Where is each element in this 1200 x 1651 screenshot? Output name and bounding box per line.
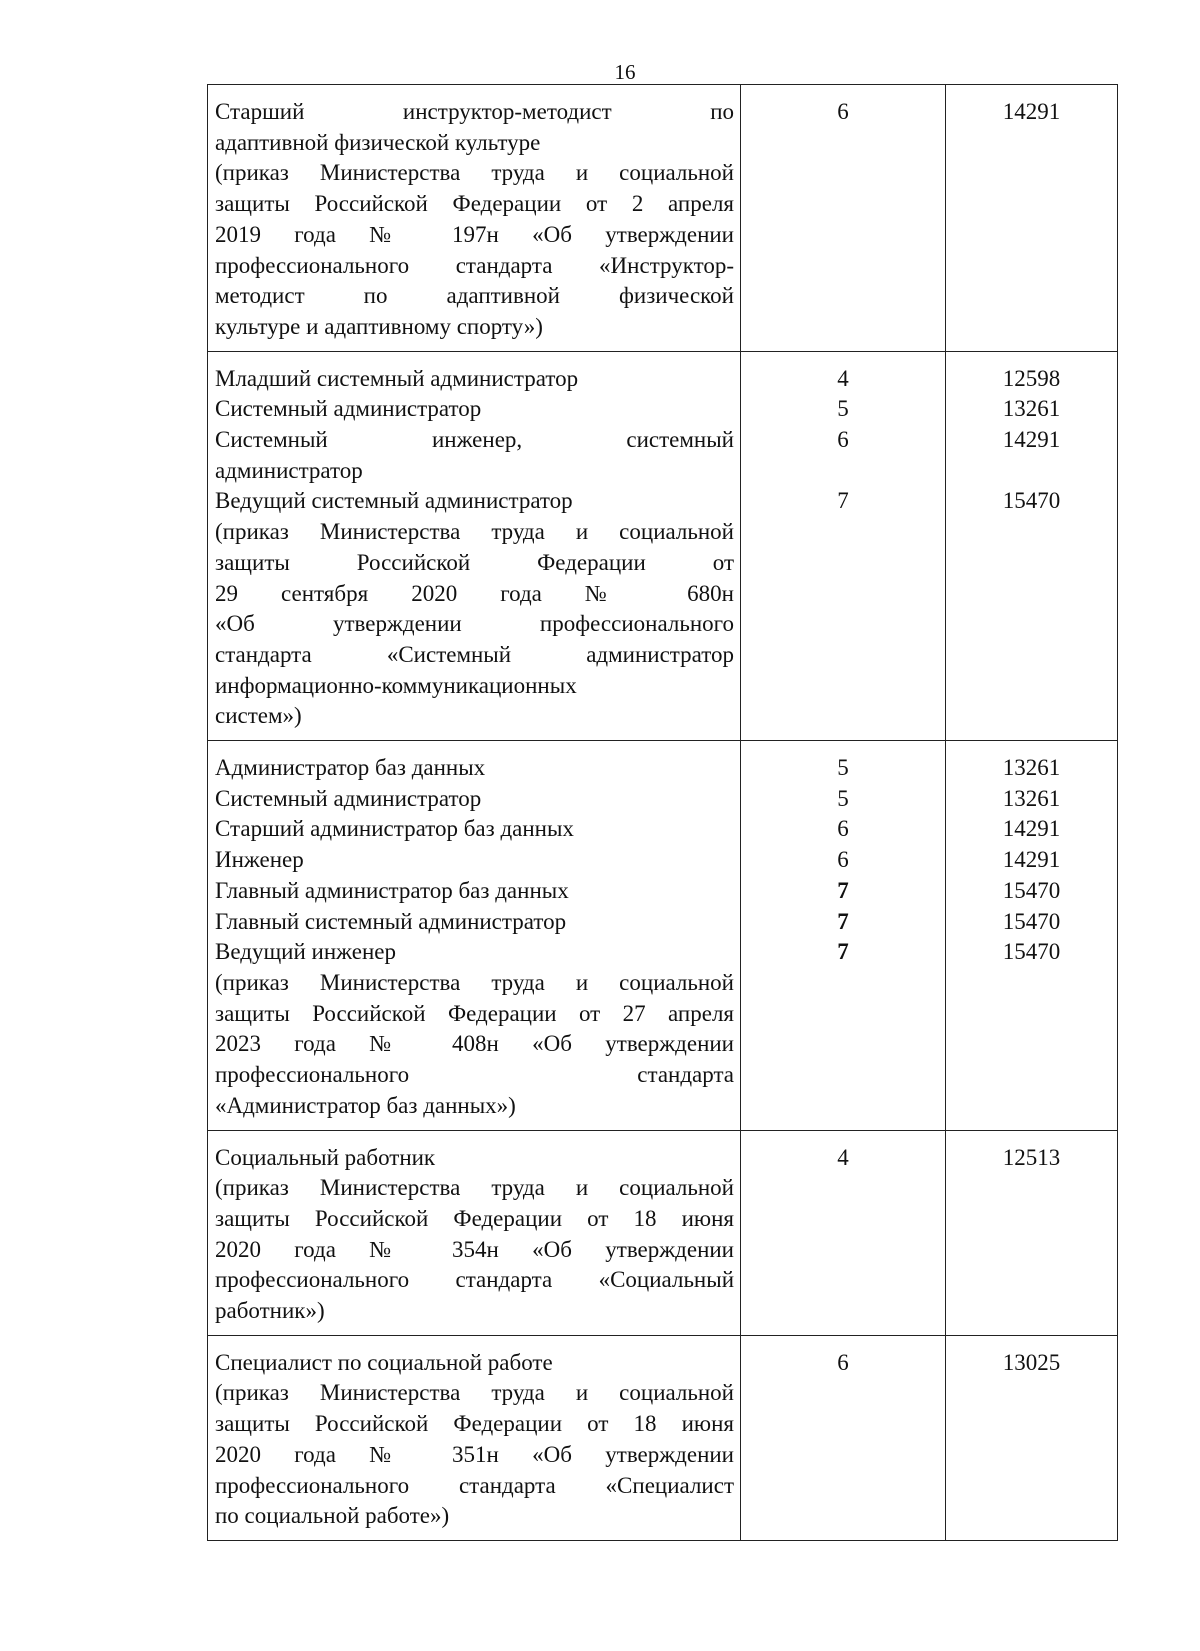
position-cell	[208, 85, 741, 351]
qualification-level: 6	[837, 847, 849, 873]
qualification-level-cell	[741, 741, 946, 1129]
position-text-line: информационно-коммуникационных	[215, 672, 577, 698]
position-text-line: 2019 года № 197н «Об утверждении	[215, 221, 734, 247]
salary-cell	[946, 85, 1118, 351]
position-text-line: Главный системный администратор	[215, 908, 567, 934]
qualification-level: 5	[837, 755, 849, 781]
qualification-level: 5	[837, 785, 849, 811]
position-text-line: (приказ Министерства труда и социальной	[215, 1175, 734, 1201]
table-row	[208, 85, 1118, 352]
qualification-level: 6	[837, 1349, 849, 1375]
position-text-line: профессионального стандарта «Инструктор-	[215, 252, 734, 278]
position-text-line: профессионального стандарта	[215, 1062, 734, 1088]
salary-value: 13261	[1002, 785, 1061, 811]
position-text-line: защиты Российской Федерации от 18 июня	[215, 1411, 734, 1437]
qualification-level	[741, 456, 945, 487]
position-text-line: Главный администратор баз данных	[215, 877, 569, 903]
page-number: 16	[614, 60, 636, 84]
position-text-line: (приказ Министерства труда и социальной	[215, 519, 734, 545]
salary-value: 15470	[1002, 877, 1061, 903]
position-text-line: 2020 года № 351н «Об утверждении	[215, 1441, 734, 1467]
position-text-line: Специалист по социальной работе	[215, 1349, 553, 1375]
position-text-line: профессионального стандарта «Социальный	[215, 1267, 734, 1293]
qualification-level-cell	[741, 1131, 946, 1335]
position-text-line: методист по адаптивной физической	[215, 283, 734, 309]
salary-value: 15470	[1002, 939, 1061, 965]
salary-value: 15470	[1002, 908, 1061, 934]
table-row	[208, 1131, 1118, 1336]
position-text-line: «Администратор баз данных»)	[215, 1092, 516, 1118]
position-text-line: (приказ Министерства труда и социальной	[215, 1380, 734, 1406]
qualification-level: 6	[837, 816, 849, 842]
position-text-line: адаптивной физической культуре	[215, 129, 541, 155]
position-cell	[208, 1336, 741, 1540]
salary-cell	[946, 1336, 1118, 1540]
position-text-line: Социальный работник	[215, 1144, 436, 1170]
position-text-line: Старший инструктор-методист по	[215, 99, 734, 124]
qualification-level: 6	[837, 99, 849, 124]
position-text-line: защиты Российской Федерации от 18 июня	[215, 1205, 734, 1231]
salary-value: 12598	[1002, 365, 1061, 391]
qualification-level-cell	[741, 85, 946, 351]
position-cell	[208, 741, 741, 1129]
position-text-line: Ведущий системный администратор	[215, 488, 573, 514]
qualification-level-cell	[741, 352, 946, 740]
position-text-line: культуре и адаптивному спорту»)	[215, 313, 543, 339]
salary-cell	[946, 741, 1118, 1129]
qualification-level: 7	[837, 939, 849, 965]
position-text-line: Администратор баз данных	[215, 755, 486, 781]
position-text-line: Системный администратор	[215, 396, 482, 422]
salary-value: 14291	[1002, 847, 1061, 873]
salary-value	[946, 456, 1117, 487]
position-text-line: 29 сентября 2020 года № 680н	[215, 580, 734, 606]
table-row	[208, 352, 1118, 741]
position-text-line: Младший системный администратор	[215, 365, 579, 391]
qualification-level: 7	[837, 908, 849, 934]
salary-cell	[946, 352, 1118, 740]
qualification-level: 4	[837, 1144, 849, 1170]
qualification-level: 5	[837, 396, 849, 422]
position-text-line: (приказ Министерства труда и социальной	[215, 160, 734, 186]
position-text-line: защиты Российской Федерации от 27 апреля	[215, 1000, 734, 1026]
position-text-line: защиты Российской Федерации от	[215, 549, 734, 575]
salary-value: 13261	[1002, 396, 1061, 422]
position-text-line: 2023 года № 408н «Об утверждении	[215, 1031, 734, 1057]
table-row	[208, 1336, 1118, 1541]
table-row	[208, 741, 1118, 1130]
position-text-line: работник»)	[215, 1298, 325, 1324]
position-text-line: Инженер	[215, 847, 304, 873]
salary-value: 12513	[1002, 1144, 1061, 1170]
salary-value: 13025	[1002, 1349, 1061, 1375]
position-text-line: Старший администратор баз данных	[215, 816, 574, 842]
position-text-line: администратор	[215, 457, 363, 483]
qualification-level: 4	[837, 365, 849, 391]
salary-value: 14291	[1002, 427, 1061, 453]
position-text-line: «Об утверждении профессионального	[215, 611, 734, 637]
qualification-level: 6	[837, 427, 849, 453]
salary-cell	[946, 1131, 1118, 1335]
position-cell	[208, 352, 741, 740]
position-text-line: 2020 года № 354н «Об утверждении	[215, 1236, 734, 1262]
position-text-line: защиты Российской Федерации от 2 апреля	[215, 191, 734, 217]
qualification-table	[207, 84, 1118, 1541]
position-cell	[208, 1131, 741, 1335]
salary-value: 15470	[1002, 488, 1061, 514]
salary-value: 14291	[1002, 816, 1061, 842]
position-text-line: Ведущий инженер	[215, 939, 396, 965]
salary-value: 13261	[1002, 755, 1061, 781]
salary-value: 14291	[1002, 99, 1061, 124]
position-text-line: (приказ Министерства труда и социальной	[215, 969, 734, 995]
position-text-line: Системный инженер, системный	[215, 427, 734, 453]
qualification-level: 7	[837, 877, 849, 903]
qualification-level-cell	[741, 1336, 946, 1540]
position-text-line: Системный администратор	[215, 785, 482, 811]
position-text-line: по социальной работе»)	[215, 1503, 450, 1529]
position-text-line: профессионального стандарта «Специалист	[215, 1472, 734, 1498]
position-text-line: стандарта «Системный администратор	[215, 641, 734, 667]
qualification-level: 7	[837, 488, 849, 514]
position-text-line: систем»)	[215, 703, 302, 729]
